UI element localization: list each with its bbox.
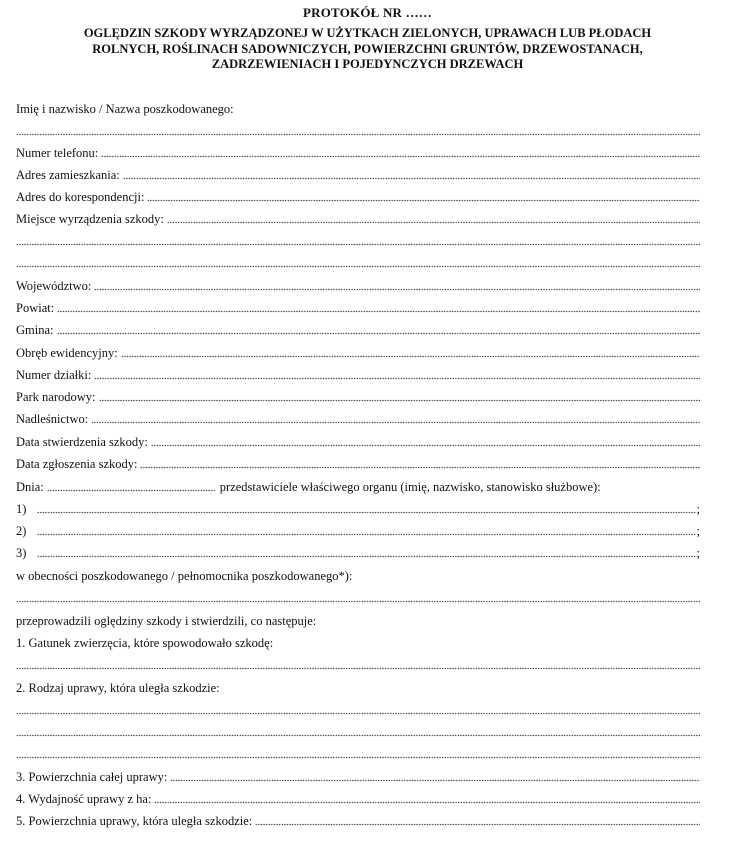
correspondence-fill-line[interactable] [147,199,700,202]
voivodeship-field[interactable] [16,277,700,293]
species-label-row [16,634,700,650]
damage-place-fill-line-3[interactable] [16,265,700,268]
total-area-label: 3. Powierzchnia całej uprawy: [16,770,168,784]
subtitle-line: ROLNYCH, ROŚLINACH SADOWNICZYCH, POWIERZCHNI GRUNTÓW, DRZEWOSTANACH, [92,41,643,56]
conducted-label-row [16,612,700,628]
semicolon: ; [696,524,700,538]
national-park-fill-line[interactable] [99,399,701,402]
total-area-field[interactable] [16,768,700,784]
precinct-field[interactable] [16,344,700,360]
crop-type-fill-line[interactable] [16,712,700,715]
address-field[interactable] [16,166,700,182]
document-subtitle [0,26,735,73]
representative-1-fill-line[interactable] [37,511,696,514]
yield-field[interactable] [16,790,700,806]
damaged-area-label: 5. Powierzchnia uprawy, która uległa szkodzie: [16,814,253,828]
forest-district-field[interactable] [16,410,700,426]
report-date-field[interactable] [16,455,700,471]
document-title: PROTOKÓŁ NR …… [303,5,432,20]
national-park-field[interactable] [16,388,700,404]
representative-3-field[interactable] [16,544,700,560]
report-date-fill-line[interactable] [140,466,700,469]
voivodeship-fill-line[interactable] [94,288,700,291]
voivodeship-label: Województwo: [16,279,92,293]
name-label-row [16,100,700,116]
commune-field[interactable] [16,321,700,337]
county-label: Powiat: [16,301,55,315]
address-label: Adres zamieszkania: [16,168,120,182]
address-fill-line[interactable] [123,177,700,180]
crop-type-label-row [16,679,700,695]
crop-type-field[interactable] [16,701,700,717]
phone-field[interactable] [16,144,700,160]
commune-fill-line[interactable] [57,332,701,335]
damage-date-label: Data stwierdzenia szkody: [16,435,148,449]
semicolon: ; [696,546,700,560]
name-label: Imię i nazwisko / Nazwa poszkodowanego: [16,102,234,116]
commune-label: Gmina: [16,323,54,337]
plot-field[interactable] [16,366,700,382]
crop-type-fill-line-3[interactable] [16,756,700,759]
day-representatives-row [16,478,700,494]
day-fill-line[interactable] [47,489,215,492]
damage-place-label: Miejsce wyrządzenia szkody: [16,212,164,226]
representative-number: 1) [16,502,27,516]
species-fill-line[interactable] [16,667,700,670]
national-park-label: Park narodowy: [16,390,96,404]
county-fill-line[interactable] [57,310,700,313]
total-area-fill-line[interactable] [170,779,700,782]
forest-district-fill-line[interactable] [91,421,700,424]
presence-label: w obecności poszkodowanego / pełnomocnika poszkodowanego*): [16,569,353,583]
damage-date-fill-line[interactable] [151,444,700,447]
representative-number: 3) [16,546,27,560]
representative-3-fill-line[interactable] [37,555,696,558]
representative-1-field[interactable] [16,500,700,516]
representative-number: 2) [16,524,27,538]
day-label: Dnia: [16,480,44,494]
species-field[interactable] [16,656,700,672]
yield-label: 4. Wydajność uprawy z ha: [16,792,152,806]
presence-label-row [16,567,700,583]
damage-place-field-2[interactable] [16,232,700,248]
subtitle-line: ZADRZEWIENIACH I POJEDYNCZYCH DRZEWACH [211,57,524,71]
presence-fill-line[interactable] [16,600,700,603]
damaged-area-fill-line[interactable] [255,823,700,826]
name-fill-line[interactable] [16,133,700,136]
presence-field[interactable] [16,589,700,605]
yield-fill-line[interactable] [154,801,700,804]
crop-type-fill-line-2[interactable] [16,734,700,737]
damage-place-fill-line[interactable] [167,221,700,224]
damage-place-fill-line-2[interactable] [16,243,700,246]
precinct-label: Obręb ewidencyjny: [16,346,118,360]
phone-label: Numer telefonu: [16,146,99,160]
plot-fill-line[interactable] [94,377,700,380]
damage-place-field-3[interactable] [16,254,700,270]
damage-date-field[interactable] [16,433,700,449]
subtitle-line: OGLĘDZIN SZKODY WYRZĄDZONEJ W UŻYTKACH ZIELONYCH, UPRAWACH LUB PŁODACH [83,26,652,40]
precinct-fill-line[interactable] [121,355,700,358]
plot-label: Numer działki: [16,368,92,382]
representative-2-fill-line[interactable] [37,533,696,536]
crop-type-field-2[interactable] [16,723,700,739]
representatives-label: przedstawiciele właściwego organu (imię, nazwisko, stanowisko służbowe): [219,480,601,494]
conducted-label: przeprowadzili oględziny szkody i stwierdzili, co następuje: [16,614,317,628]
species-label: 1. Gatunek zwierzęcia, które spowodowało szkodę: [16,636,274,650]
damage-place-field[interactable] [16,210,700,226]
county-field[interactable] [16,299,700,315]
name-field[interactable] [16,122,700,138]
correspondence-field[interactable] [16,188,700,204]
representative-2-field[interactable] [16,522,700,538]
phone-fill-line[interactable] [101,155,700,158]
semicolon: ; [696,502,700,516]
crop-type-field-3[interactable] [16,745,700,761]
damaged-area-field[interactable] [16,812,700,828]
crop-type-label: 2. Rodzaj uprawy, która uległa szkodzie: [16,681,220,695]
report-date-label: Data zgłoszenia szkody: [16,457,138,471]
correspondence-label: Adres do korespondencji: [16,190,145,204]
forest-district-label: Nadleśnictwo: [16,412,89,426]
